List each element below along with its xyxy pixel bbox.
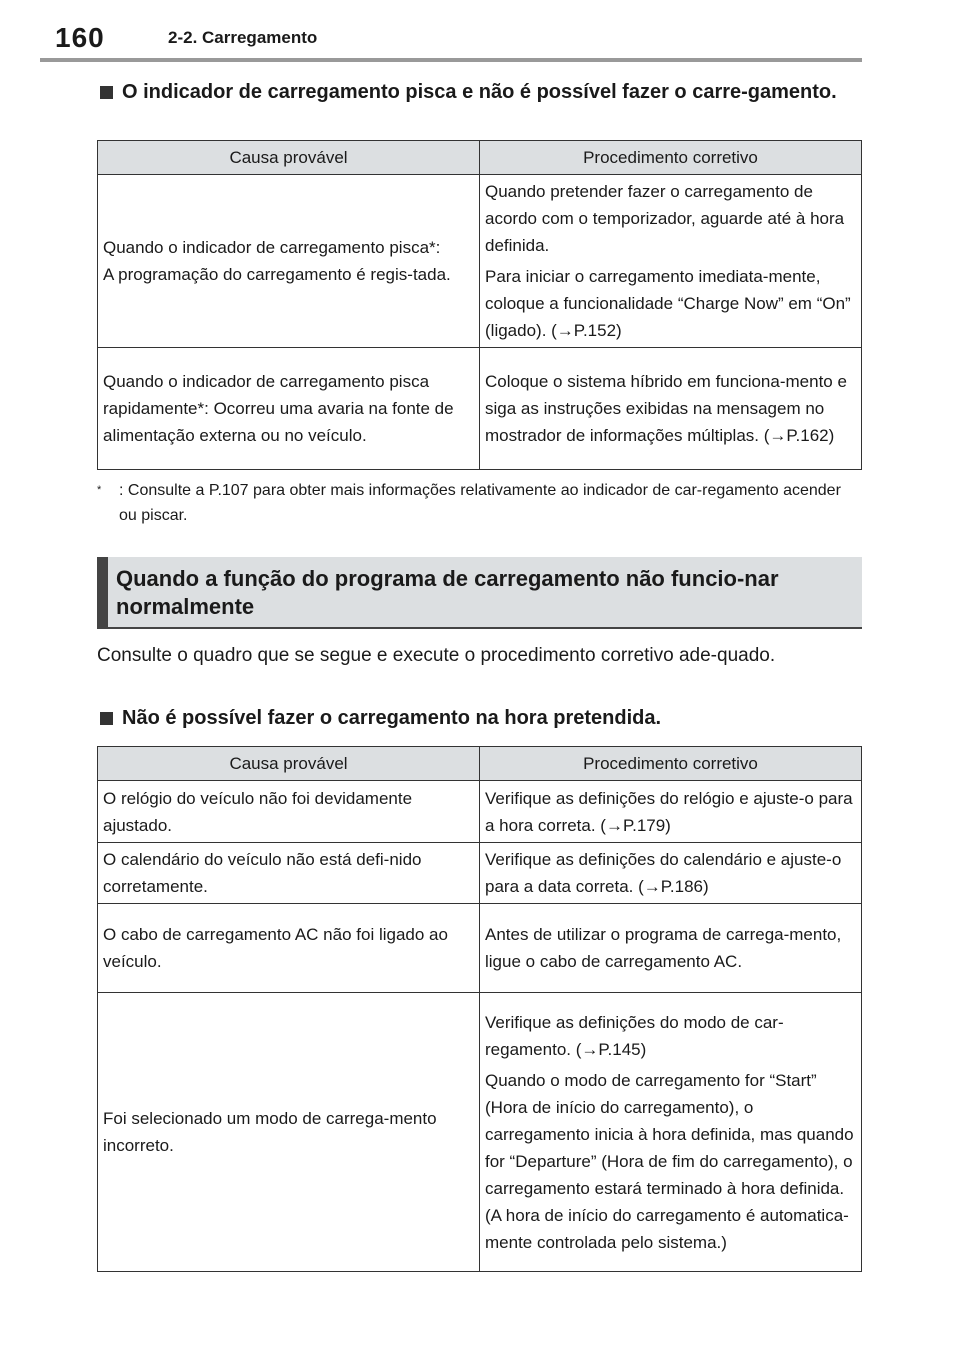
- footnote-text: : Consulte a P.107 para obter mais informações relativamente ao indicador de car-regamento acender ou piscar.: [119, 482, 841, 524]
- subsection-heading-text: Não é possível fazer o carregamento na hora pretendida.: [122, 707, 662, 729]
- action-cell: [480, 175, 862, 348]
- square-bullet-icon: [100, 86, 113, 99]
- cause-text: O calendário do veículo não está defi-nido corretamente.: [103, 850, 422, 896]
- footnote-marker: *: [97, 484, 102, 496]
- subsection-heading-1: [100, 80, 860, 105]
- cause-cell: [98, 843, 480, 904]
- action-cell: [480, 904, 862, 993]
- banner-accent-bar: [97, 557, 108, 627]
- cause-cell: [98, 904, 480, 993]
- cause-text: O cabo de carregamento AC não foi ligado ao veículo.: [103, 925, 448, 971]
- action-text: Quando pretender fazer o carregamento de acordo com o temporizador, aguarde até à hora definida.: [485, 182, 845, 255]
- action-cell: [480, 781, 862, 843]
- column-header-action: Procedimento corretivo: [480, 141, 862, 175]
- cause-text: Quando o indicador de carregamento pisca rapidamente*: Ocorreu uma avaria na fonte de alimentação externa ou no veículo.: [103, 372, 454, 445]
- column-header-cause: Causa provável: [98, 747, 480, 781]
- page-number: 160: [55, 22, 105, 53]
- action-cell: [480, 843, 862, 904]
- action-text: Coloque o sistema híbrido em funciona-mento e siga as instruções exibidas na mensagem no mostrador de informações múltiplas. (→P.162): [485, 372, 847, 445]
- table-header-row: [98, 747, 862, 781]
- cause-cell: [98, 781, 480, 843]
- cause-cell: [98, 348, 480, 470]
- cause-cell: [98, 993, 480, 1272]
- table-row: [98, 993, 862, 1272]
- action-text: Verifique as definições do relógio e ajuste-o para a hora correta. (→P.179): [485, 788, 853, 835]
- table-header-row: [98, 141, 862, 175]
- troubleshooting-table-1: [97, 140, 862, 470]
- column-header-action: Procedimento corretivo: [480, 747, 862, 781]
- action-text: Para iniciar o carregamento imediata-mente, coloque a funcionalidade “Charge Now” em “On” (ligado). (→P.152): [485, 267, 851, 340]
- action-text: Verifique as definições do calendário e ajuste-o para a data correta. (→P.186): [485, 850, 842, 896]
- troubleshooting-table-2: [97, 746, 862, 1272]
- table-row: [98, 175, 862, 348]
- cause-text: O relógio do veículo não foi devidamente ajustado.: [103, 788, 413, 835]
- section-banner: [97, 557, 862, 629]
- action-cell: [480, 993, 862, 1272]
- action-cell: [480, 348, 862, 470]
- table-row: [98, 904, 862, 993]
- header-divider: [40, 58, 862, 62]
- column-header-cause: Causa provável: [98, 141, 480, 175]
- action-text: Quando o modo de carregamento for “Start” (Hora de início do carregamento), o carregamento inicia à hora definida, mas quando for “Departure” (Hora de fim do carregamento), o carregamento estará terminado à hora definida. (A hora de início do carregamento é automatica-mente controlada pelo sistema.): [485, 1070, 854, 1252]
- subsection-heading-text: O indicador de carregamento pisca e não é possível fazer o carre-gamento.: [122, 81, 837, 103]
- square-bullet-icon: [100, 712, 113, 725]
- table-row: [98, 348, 862, 470]
- cause-cell: [98, 175, 480, 348]
- action-text: Antes de utilizar o programa de carrega-mento, ligue o cabo de carregamento AC.: [485, 925, 842, 971]
- page-header: [55, 22, 865, 62]
- table-row: [98, 781, 862, 843]
- section-title: Quando a função do programa de carregamento não funcio-nar normalmente: [116, 566, 779, 619]
- intro-paragraph: Consulte o quadro que se segue e execute o procedimento corretivo ade-quado.: [97, 645, 776, 666]
- table-row: [98, 843, 862, 904]
- action-text: Verifique as definições do modo de car-regamento. (→P.145): [485, 1012, 784, 1059]
- subsection-heading-2: [100, 706, 860, 731]
- cause-text: Foi selecionado um modo de carrega-mento incorreto.: [103, 1109, 437, 1155]
- section-label: 2-2. Carregamento: [168, 28, 318, 47]
- cause-text: Quando o indicador de carregamento pisca*:: [103, 238, 441, 257]
- cause-text: A programação do carregamento é regis-tada.: [103, 265, 451, 284]
- footnote: [97, 478, 862, 528]
